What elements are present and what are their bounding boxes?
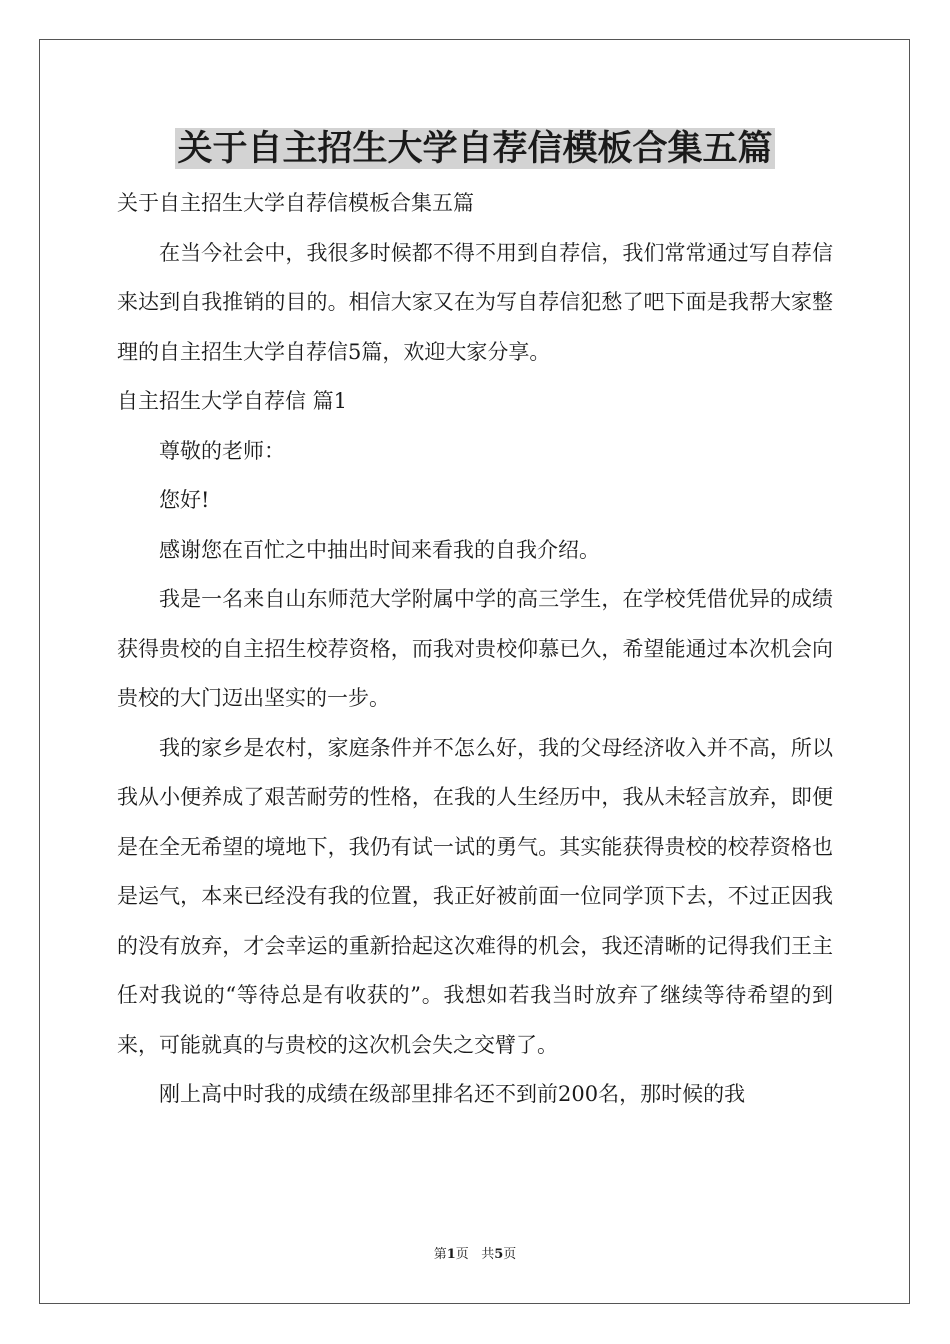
page-footer — [0, 1245, 950, 1265]
paragraph: 我是一名来自山东师范大学附属中学的高三学生，在学校凭借优异的成绩获得贵校的自主招生校荐资格，而我对贵校仰慕已久，希望能通过本次机会向贵校的大门迈出坚实的一步。 — [117, 587, 833, 710]
paragraph: 在当今社会中，我很多时候都不得不用到自荐信，我们常常通过写自荐信来达到自我推销的目的。相信大家又在为写自荐信犯愁了吧下面是我帮大家整理的自主招生大学自荐信5篇，欢迎大家分享。 — [117, 240, 833, 364]
footer-total-prefix: 共 — [481, 1247, 495, 1262]
document-body — [117, 179, 833, 1120]
paragraph: 感谢您在百忙之中抽出时间来看我的自我介绍。 — [159, 537, 600, 562]
footer-total-suffix: 页 — [503, 1247, 517, 1262]
document-title-text: 关于自主招生大学自荐信模板合集五篇 — [177, 128, 773, 169]
footer-prefix: 第 — [433, 1247, 447, 1262]
paragraph: 尊敬的老师： — [159, 438, 285, 463]
paragraph: 关于自主招生大学自荐信模板合集五篇 — [117, 191, 474, 215]
total-pages-number: 5 — [494, 1247, 504, 1262]
paragraph: 您好! — [159, 488, 210, 512]
paragraph: 我的家乡是农村，家庭条件并不怎么好，我的父母经济收入并不高，所以我从小便养成了艰苦耐劳的性格，在我的人生经历中，我从未轻言放弃，即便是在全无希望的境地下，我仍有试一试的勇气。其实能获得贵校的校荐资格也是运气，本来已经没有我的位置，我正好被前面一位同学顶下去，不过正因我的没有放弃，才会幸运的重新拾起这次难得的机会，我还清晰的记得我们王主任对我说的“等待总是有收获的”。我想如若我当时放弃了继续等待希望的到来，可能就真的与贵校的这次机会失之交臂了。 — [117, 735, 833, 1057]
paragraph: 刚上高中时我的成绩在级部里排名还不到前200名，那时候的我 — [159, 1082, 746, 1106]
section-heading: 自主招生大学自荐信 篇1 — [117, 389, 348, 413]
footer-page-suffix: 页 — [455, 1247, 469, 1262]
current-page-number: 1 — [446, 1247, 456, 1262]
document-title — [0, 124, 950, 174]
